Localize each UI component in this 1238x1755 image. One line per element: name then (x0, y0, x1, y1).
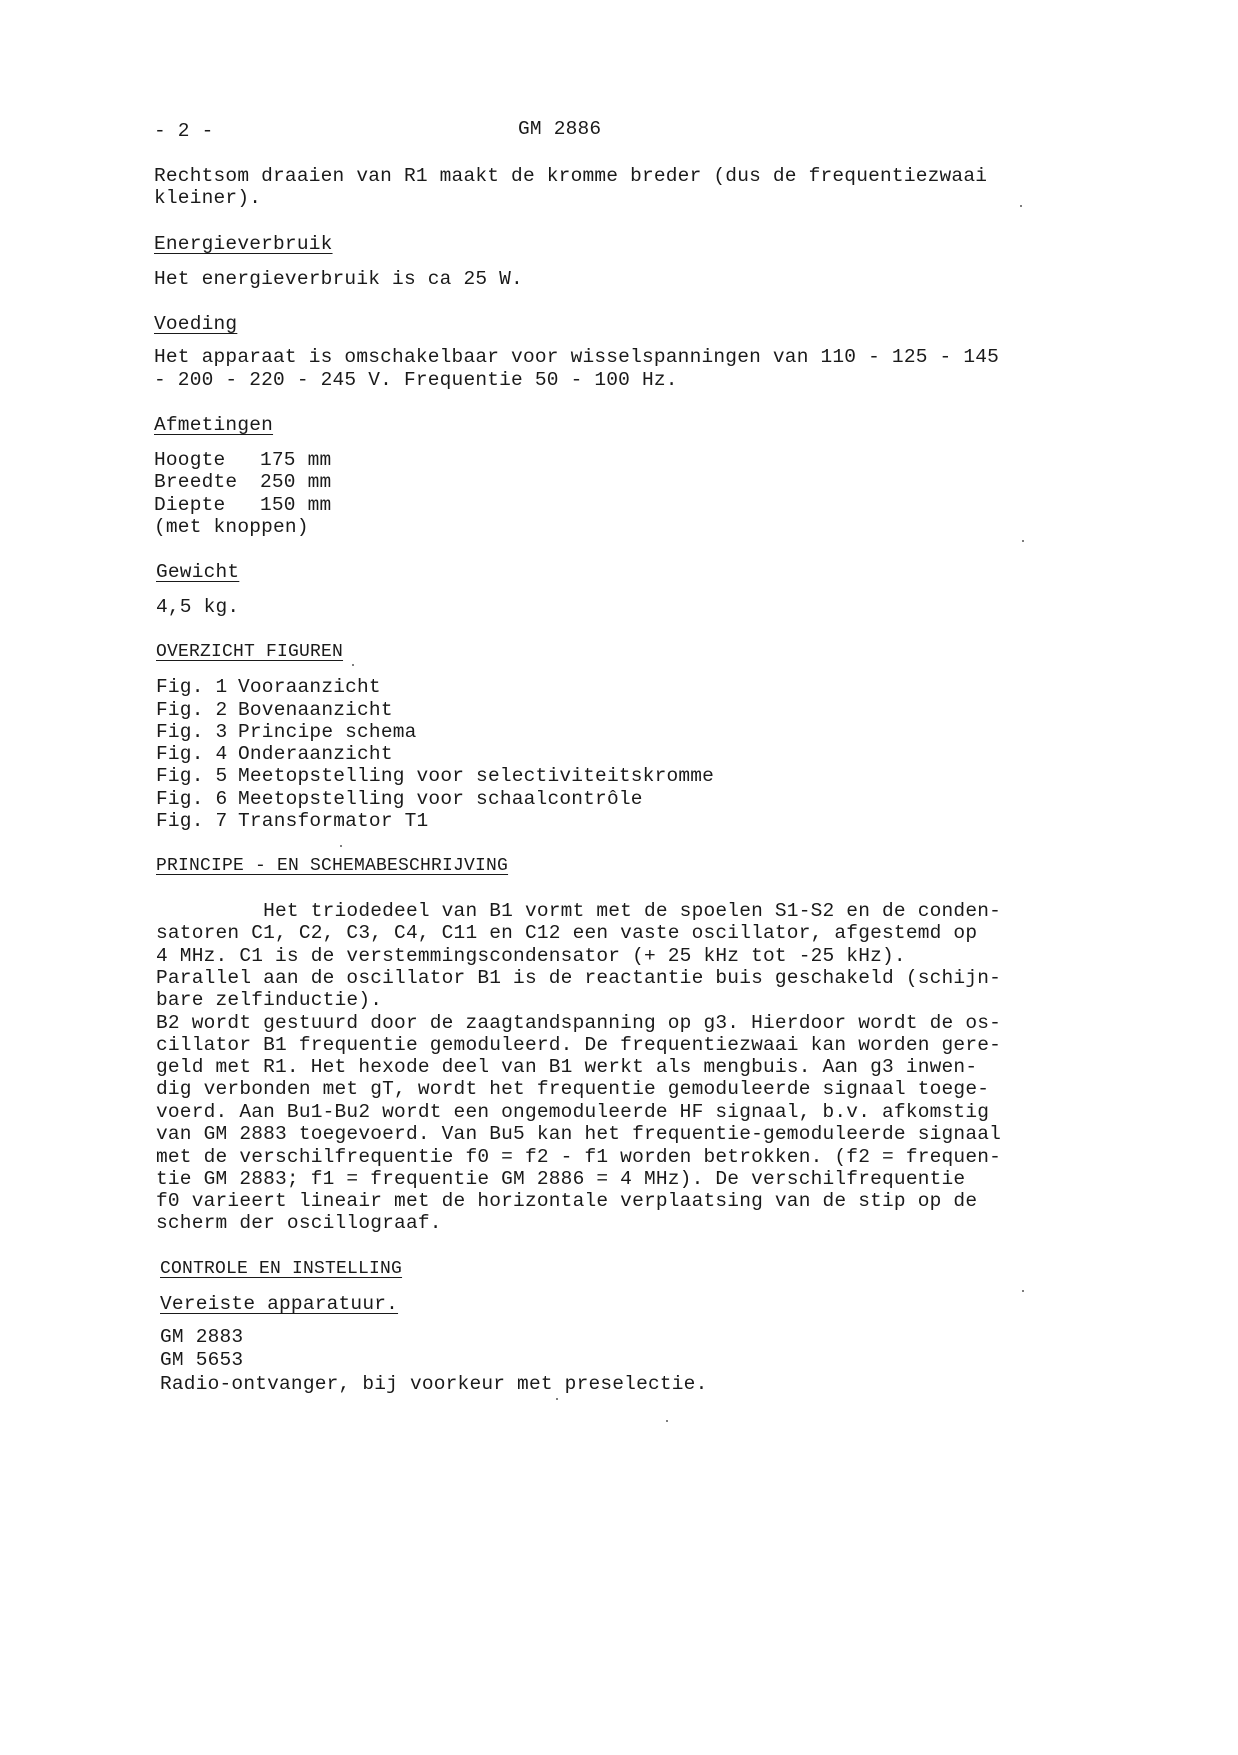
principe-line: dig verbonden met gT, wordt het frequentie gemoduleerde signaal toege- (156, 1078, 990, 1100)
figure-label: Fig. 7 (156, 810, 228, 832)
scan-speck (340, 845, 342, 847)
energieverbruik-text: Het energieverbruik is ca 25 W. (154, 268, 523, 290)
figure-title: Meetopstelling voor schaalcontrôle (238, 788, 643, 810)
dimension-value: 175 mm (260, 449, 332, 471)
dimension-label: Diepte (154, 494, 226, 516)
principe-line: met de verschilfrequentie f0 = f2 - f1 worden betrokken. (f2 = frequen- (156, 1146, 1002, 1168)
section-heading-controle: CONTROLE EN INSTELLING (160, 1259, 403, 1279)
principe-line: scherm der oscillograaf. (156, 1212, 442, 1234)
scan-speck (1022, 1290, 1024, 1292)
principe-line: Parallel aan de oscillator B1 is de reactantie buis geschakeld (schijn- (156, 967, 1002, 989)
principe-line: satoren C1, C2, C3, C4, C11 en C12 een vaste oscillator, afgestemd op (156, 922, 978, 944)
principe-line: bare zelfinductie). (156, 989, 383, 1011)
section-heading-energieverbruik: Energieverbruik (154, 233, 333, 255)
dimension-value: 250 mm (260, 471, 332, 493)
principe-line: tie GM 2883; f1 = frequentie GM 2886 = 4 MHz). De verschilfrequentie (156, 1168, 966, 1190)
model-number: GM 2886 (518, 118, 602, 140)
dimension-note: (met knoppen) (154, 516, 309, 538)
figure-label: Fig. 4 (156, 743, 228, 765)
principe-line: 4 MHz. C1 is de verstemmingscondensator (+ 25 kHz tot -25 kHz). (156, 945, 906, 967)
scan-speck (352, 664, 354, 666)
principe-line: geld met R1. Het hexode deel van B1 werkt als mengbuis. Aan g3 inwen- (156, 1056, 978, 1078)
section-heading-gewicht: Gewicht (156, 561, 240, 583)
voeding-line-2: - 200 - 220 - 245 V. Frequentie 50 - 100 Hz. (154, 369, 678, 391)
equipment-item: GM 2883 (160, 1326, 244, 1348)
scan-speck (666, 1420, 668, 1422)
dimension-label: Breedte (154, 471, 238, 493)
scan-speck (1020, 205, 1022, 207)
intro-line-2: kleiner). (154, 187, 262, 209)
section-heading-figuren: OVERZICHT FIGUREN (156, 642, 344, 662)
voeding-line-1: Het apparaat is omschakelbaar voor wisselspanningen van 110 - 125 - 145 (154, 346, 1000, 368)
scan-speck (556, 1398, 558, 1400)
figure-label: Fig. 2 (156, 699, 228, 721)
figure-title: Vooraanzicht (238, 676, 381, 698)
dimension-value: 150 mm (260, 494, 332, 516)
scan-speck (1022, 540, 1024, 542)
principe-line: Het triodedeel van B1 vormt met de spoelen S1-S2 en de conden- (156, 900, 1002, 922)
principe-line: f0 varieert lineair met de horizontale verplaatsing van de stip op de (156, 1190, 978, 1212)
controle-subheading: Vereiste apparatuur. (160, 1293, 399, 1315)
figure-title: Meetopstelling voor selectiviteitskromme (238, 765, 715, 787)
page-number: - 2 - (154, 120, 214, 142)
intro-line-1: Rechtsom draaien van R1 maakt de kromme breder (dus de frequentiezwaai (154, 165, 988, 187)
gewicht-value: 4,5 kg. (156, 596, 240, 618)
section-heading-voeding: Voeding (154, 313, 238, 335)
figure-label: Fig. 1 (156, 676, 228, 698)
equipment-item: GM 5653 (160, 1349, 244, 1371)
section-heading-afmetingen: Afmetingen (154, 414, 274, 436)
figure-label: Fig. 5 (156, 765, 228, 787)
section-heading-principe: PRINCIPE - EN SCHEMABESCHRIJVING (156, 856, 509, 876)
figure-title: Bovenaanzicht (238, 699, 393, 721)
principe-line: B2 wordt gestuurd door de zaagtandspanning op g3. Hierdoor wordt de os- (156, 1012, 1002, 1034)
principe-line: cillator B1 frequentie gemoduleerd. De frequentiezwaai kan worden gere- (156, 1034, 1002, 1056)
dimension-label: Hoogte (154, 449, 226, 471)
figure-label: Fig. 6 (156, 788, 228, 810)
figure-title: Principe schema (238, 721, 417, 743)
figure-title: Onderaanzicht (238, 743, 393, 765)
principe-line: voerd. Aan Bu1-Bu2 wordt een ongemoduleerde HF signaal, b.v. afkomstig (156, 1101, 990, 1123)
principe-line: van GM 2883 toegevoerd. Van Bu5 kan het frequentie-gemoduleerde signaal (156, 1123, 1002, 1145)
figure-title: Transformator T1 (238, 810, 429, 832)
equipment-item: Radio-ontvanger, bij voorkeur met preselectie. (160, 1373, 708, 1395)
figure-label: Fig. 3 (156, 721, 228, 743)
